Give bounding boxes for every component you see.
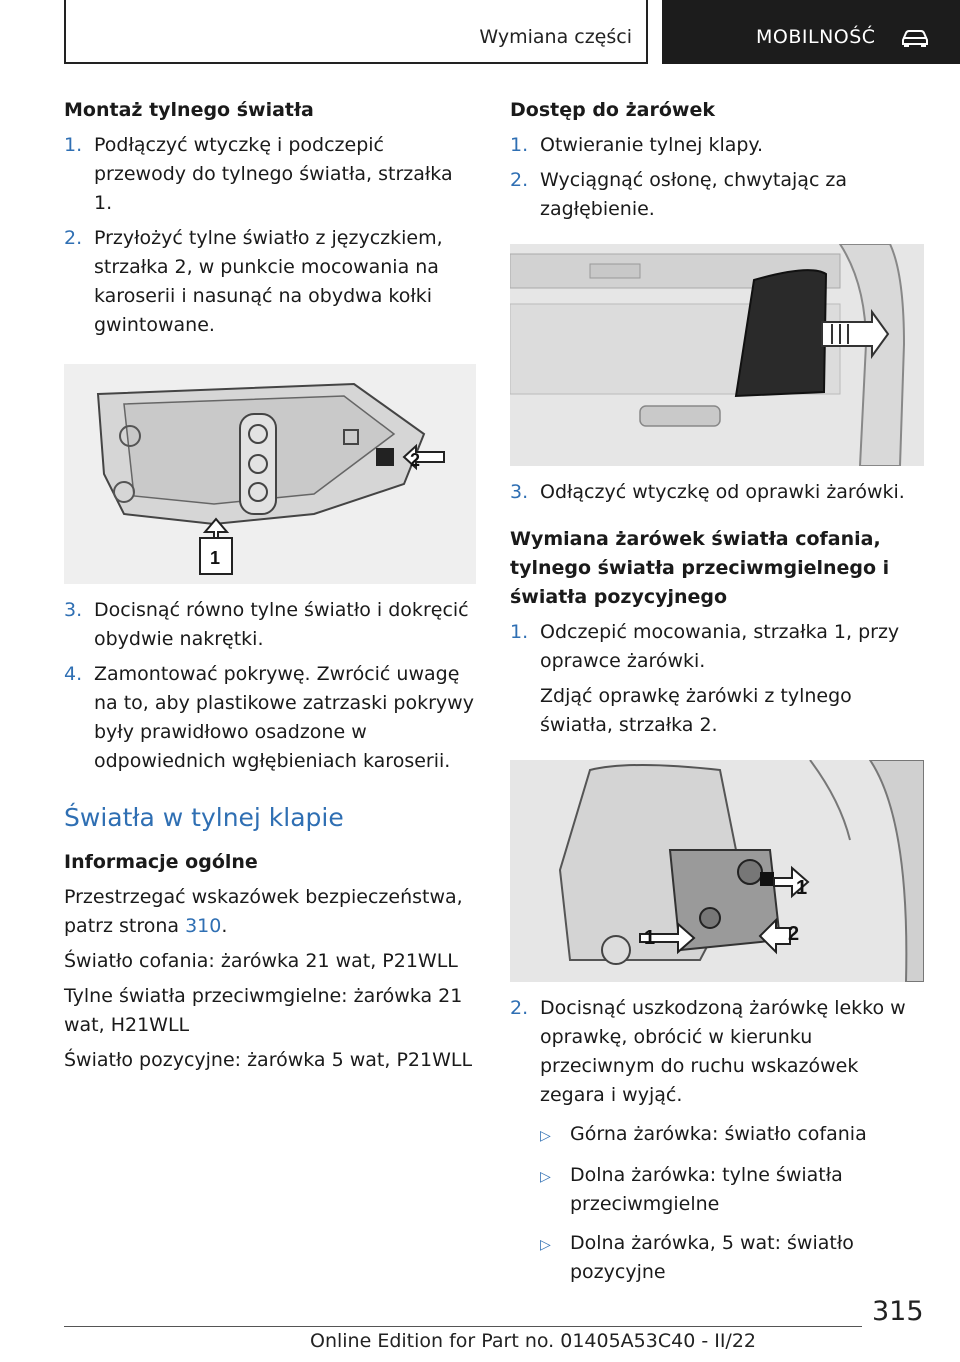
page-number: 315	[872, 1296, 924, 1327]
bulb-spec-reversing: Światło cofania: żarówka 21 wat, P21WLL	[64, 950, 458, 972]
step-item	[510, 478, 924, 507]
left-column	[64, 96, 476, 1075]
step-number: 1.	[510, 621, 529, 643]
step-number: 3.	[64, 599, 83, 621]
right-column	[510, 96, 924, 1287]
step-item	[64, 131, 476, 218]
step-text: Otwieranie tylnej klapy.	[540, 134, 763, 156]
step-item	[510, 994, 924, 1110]
step-item	[510, 131, 924, 160]
list-item	[540, 1229, 924, 1287]
footer-edition: Online Edition for Part no. 01405A53C40 - II/22	[310, 1330, 757, 1352]
header-chapter-box	[64, 0, 648, 64]
triangle-bullet-icon: ▷	[540, 1169, 551, 1185]
figure-label: 2	[410, 450, 421, 470]
safety-text: Przestrzegać wskazówek bezpieczeństwa, patrz strona	[64, 886, 463, 937]
step-text: Wyciągnąć osłonę, chwytając za zagłębienie.	[540, 169, 848, 220]
figure-tailgate-cover	[510, 244, 924, 466]
figure-label: 1	[796, 877, 808, 899]
step-item	[64, 596, 476, 654]
footer-divider	[64, 1326, 862, 1327]
triangle-bullet-icon: ▷	[540, 1237, 551, 1253]
car-icon	[900, 28, 930, 48]
figure-bulb-holder	[510, 760, 924, 982]
list-item-text: Dolna żarówka, 5 wat: światło pozycyjne	[570, 1232, 854, 1283]
header-chapter: Wymiana części	[479, 26, 632, 48]
page-reference-link[interactable]: 310	[185, 915, 222, 937]
step-item	[510, 166, 924, 224]
section-title-tailgate-lights: Światła w tylnej klapie	[64, 803, 344, 832]
step-text: Przyłożyć tylne światło z języczkiem, strzałka 2, w punkcie mocowania na karoserii i nasunąć na obydwa kołki gwintowane.	[94, 227, 443, 336]
step-item	[510, 618, 924, 676]
step-text: Zamontować pokrywę. Zwrócić uwagę na to, aby plastikowe zatrzaski pokrywy były prawidłowo osadzone w odpowiednich wgłębieniach karoserii.	[94, 663, 474, 772]
heading-bulb-replacement: Wymiana żarówek światła cofania, tylnego światła przeciwmgielnego i światła pozycyjnego	[510, 528, 890, 608]
bulb-list	[540, 1120, 924, 1287]
step-item	[64, 224, 476, 340]
step-text: Odczepić mocowania, strzałka 1, przy oprawce żarówki.	[540, 621, 900, 672]
triangle-bullet-icon: ▷	[540, 1128, 551, 1144]
bulb-spec-position: Światło pozycyjne: żarówka 5 wat, P21WLL	[64, 1049, 473, 1071]
step-number: 2.	[510, 997, 529, 1019]
safety-text-end: .	[221, 915, 228, 937]
header-section-box	[662, 0, 960, 64]
heading-general-info: Informacje ogólne	[64, 851, 258, 873]
list-item-text: Dolna żarówka: tylne światła przeciwmgielne	[570, 1164, 843, 1215]
safety-paragraph	[64, 883, 476, 941]
list-item	[540, 1120, 924, 1151]
step-item	[64, 660, 476, 776]
figure-label: 1	[644, 927, 656, 949]
figure-rear-light-housing	[64, 364, 476, 584]
step-number: 2.	[510, 169, 529, 191]
step-text: Podłączyć wtyczkę i podczepić przewody do tylnego światła, strzałka 1.	[94, 134, 453, 214]
bulb-spec-fog: Tylne światła przeciwmgielne: żarówka 21 wat, H21WLL	[64, 985, 463, 1036]
list-item-text: Górna żarówka: światło cofania	[570, 1123, 867, 1145]
header-section: MOBILNOŚĆ	[756, 26, 876, 48]
step-number: 2.	[64, 227, 83, 249]
heading-rear-light-mounting: Montaż tylnego światła	[64, 99, 314, 121]
step-number: 4.	[64, 663, 83, 685]
step-continuation: Zdjąć oprawkę żarówki z tylnego światła, strzałka 2.	[540, 685, 852, 736]
step-number: 1.	[64, 134, 83, 156]
step-text: Docisnąć równo tylne światło i dokręcić obydwie nakrętki.	[94, 599, 469, 650]
figure-label: 1	[210, 548, 221, 568]
list-item	[540, 1161, 924, 1219]
step-number: 1.	[510, 134, 529, 156]
step-number: 3.	[510, 481, 529, 503]
heading-bulb-access: Dostęp do żarówek	[510, 99, 715, 121]
figure-label: 2	[788, 923, 800, 945]
step-text: Docisnąć uszkodzoną żarówkę lekko w oprawkę, obrócić w kierunku przeciwnym do ruchu wskazówek zegara i wyjąć.	[540, 997, 906, 1106]
step-text: Odłączyć wtyczkę od oprawki żarówki.	[540, 481, 905, 503]
